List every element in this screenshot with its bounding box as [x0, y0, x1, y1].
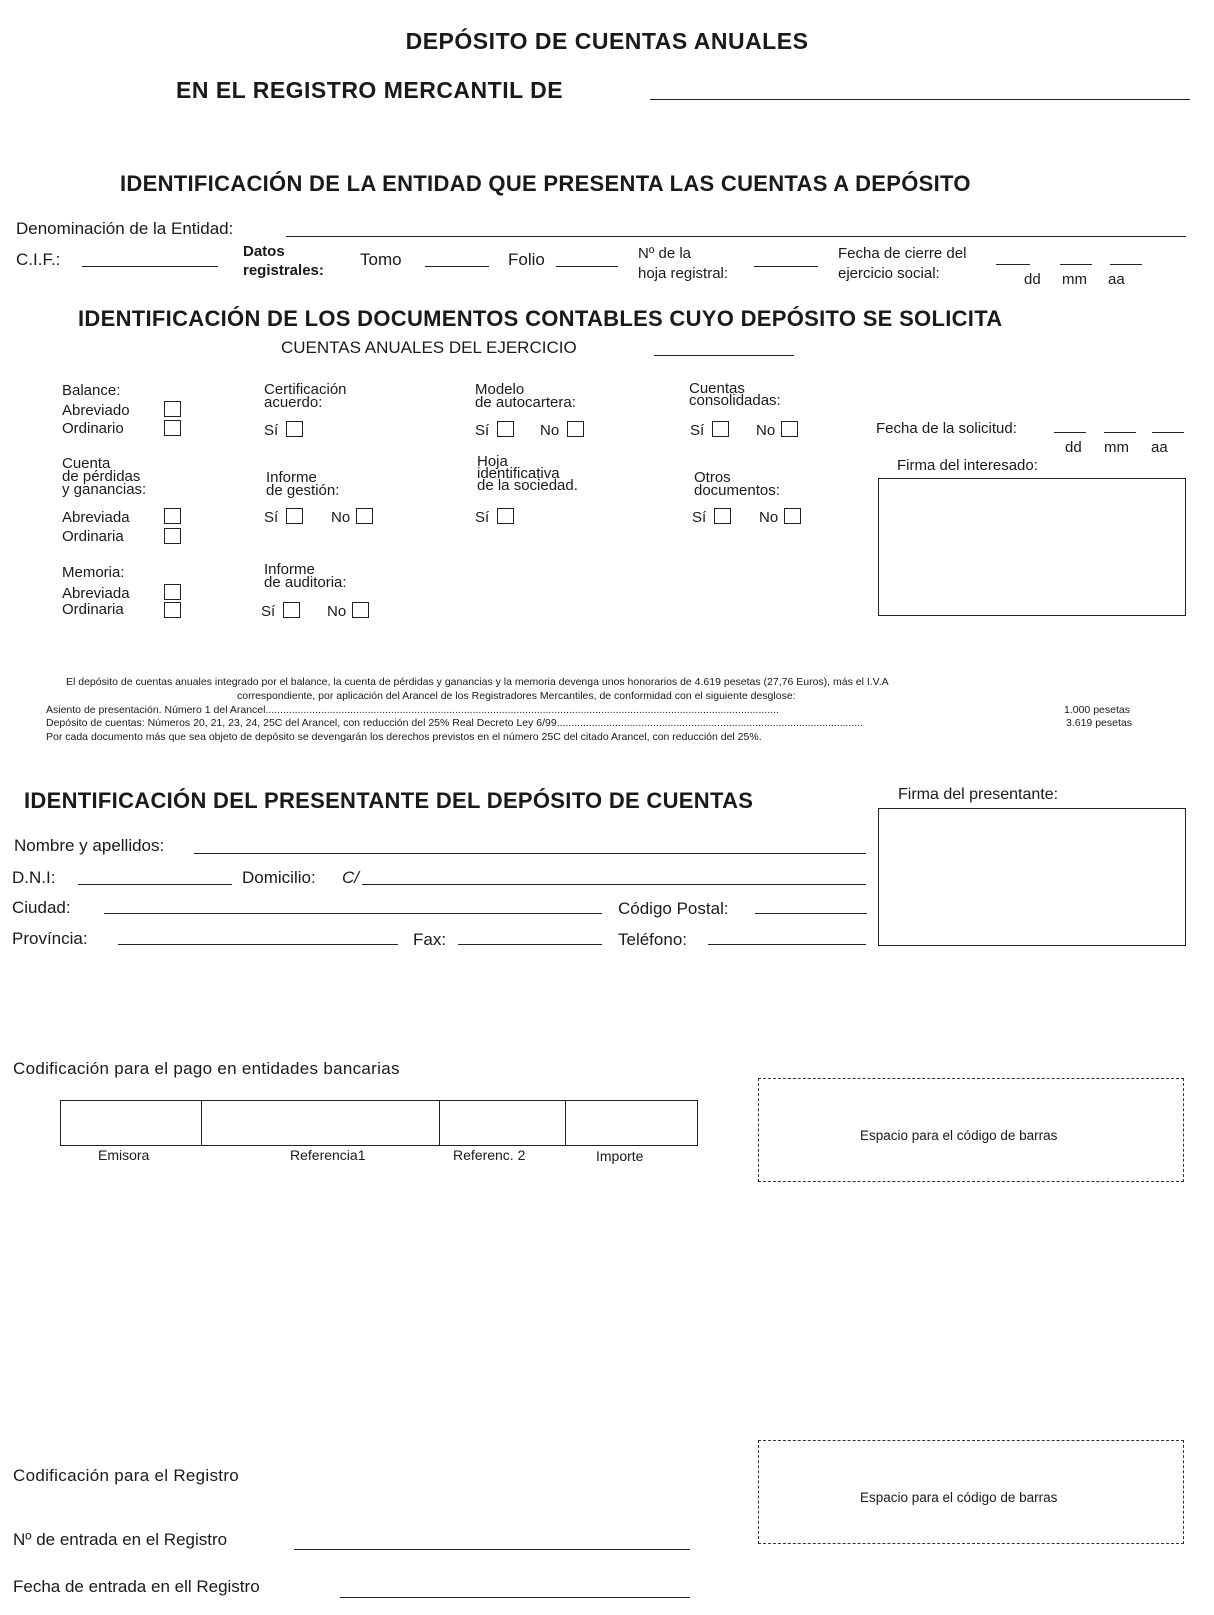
- tomo-field[interactable]: [425, 266, 489, 267]
- memoria-abreviada-checkbox[interactable]: [164, 584, 181, 600]
- entrada-label: Nº de entrada en el Registro: [13, 1530, 228, 1549]
- firma-presentante-box[interactable]: [878, 808, 1186, 946]
- gestion-no-checkbox[interactable]: [356, 508, 373, 524]
- solicitud-aa-label: aa: [1151, 439, 1168, 456]
- balance-abreviado-checkbox[interactable]: [164, 401, 181, 417]
- telefono-label: Teléfono:: [618, 930, 687, 949]
- firma-interesado-box[interactable]: [878, 478, 1186, 616]
- ciudad-label: Ciudad:: [12, 898, 71, 917]
- arancel-note-line3: Asiento de presentación. Número 1 del Arancel................................................................................................................................................................................: [46, 704, 779, 716]
- fecha-solicitud-label: Fecha de la solicitud:: [876, 420, 1017, 437]
- consolidadas-si-label: Sí: [690, 422, 705, 439]
- arancel-note-line4-value: 3.619 pesetas: [1066, 717, 1132, 729]
- auditoria-si-checkbox[interactable]: [283, 602, 300, 618]
- entrada-field[interactable]: [294, 1549, 690, 1550]
- hoja-registral-label: Nº de la hoja registral:: [638, 245, 729, 282]
- otros-si-label: Sí: [692, 509, 707, 526]
- solicitud-dd-field[interactable]: [1054, 432, 1086, 433]
- domicilio-value: C/: [342, 868, 359, 887]
- modelo-si-checkbox[interactable]: [497, 421, 514, 437]
- arancel-note-line5: Por cada documento más que sea objeto de depósito se devengarán los derechos previstos en el número 25C del citado Arancel, con reducción del 25%.: [46, 731, 762, 743]
- emisora-cell[interactable]: [61, 1101, 202, 1145]
- codigo-postal-field[interactable]: [755, 913, 867, 914]
- hoja-si-checkbox[interactable]: [497, 508, 514, 524]
- certificacion-si-checkbox[interactable]: [286, 421, 303, 437]
- cierre-mm-label: mm: [1062, 271, 1087, 288]
- solicitud-mm-label: mm: [1104, 439, 1129, 456]
- otros-si-checkbox[interactable]: [714, 508, 731, 524]
- dni-label: D.N.I:: [12, 868, 56, 887]
- ejercicio-label: CUENTAS ANUALES DEL EJERCICIO: [281, 338, 577, 357]
- modelo-title: Modelo de autocartera:: [475, 381, 576, 411]
- importe-cell[interactable]: [566, 1101, 697, 1145]
- nombre-label: Nombre y apellidos:: [14, 836, 165, 855]
- dni-field[interactable]: [78, 884, 232, 885]
- fecha-entrada-field[interactable]: [340, 1597, 690, 1598]
- solicitud-mm-field[interactable]: [1104, 432, 1136, 433]
- denominacion-field[interactable]: [286, 236, 1186, 237]
- fax-field[interactable]: [458, 944, 602, 945]
- registro-title: Codificación para el Registro: [13, 1466, 240, 1485]
- hoja-si-label: Sí: [475, 509, 490, 526]
- modelo-si-label: Sí: [475, 422, 490, 439]
- registro-barcode-label: Espacio para el código de barras: [860, 1490, 1058, 1505]
- referencia1-label: Referencia1: [290, 1147, 366, 1163]
- cif-field[interactable]: [82, 266, 218, 267]
- datos-registrales-label: Datos registrales:: [243, 243, 324, 279]
- folio-label: Folio: [508, 250, 545, 269]
- arancel-note-line4: Depósito de cuentas: Números 20, 21, 23, 24, 25C del Arancel, con reducción del 25% Real Decreto Ley 6/99.........................................................................................................: [46, 717, 864, 729]
- registro-field[interactable]: [650, 99, 1190, 100]
- emisora-label: Emisora: [98, 1147, 150, 1163]
- solicitud-dd-label: dd: [1065, 439, 1082, 456]
- certificacion-si-label: Sí: [264, 422, 279, 439]
- provincia-field[interactable]: [118, 944, 398, 945]
- firma-interesado-label: Firma del interesado:: [897, 457, 1038, 474]
- perdidas-ordinaria-label: Ordinaria: [62, 528, 124, 545]
- provincia-label: Província:: [12, 929, 88, 948]
- balance-title: Balance:: [62, 382, 121, 399]
- consolidadas-no-label: No: [756, 422, 776, 439]
- codigo-postal-label: Código Postal:: [618, 899, 729, 918]
- referencia2-cell[interactable]: [440, 1101, 566, 1145]
- perdidas-abreviada-checkbox[interactable]: [164, 508, 181, 524]
- tomo-label: Tomo: [360, 250, 402, 269]
- perdidas-ordinaria-checkbox[interactable]: [164, 528, 181, 544]
- gestion-si-checkbox[interactable]: [286, 508, 303, 524]
- referencia2-label: Referenc. 2: [453, 1147, 526, 1163]
- cierre-mm-field[interactable]: [1060, 264, 1092, 265]
- pago-barcode-label: Espacio para el código de barras: [860, 1128, 1058, 1143]
- balance-ordinario-label: Ordinario: [62, 420, 124, 437]
- documentos-section-title: IDENTIFICACIÓN DE LOS DOCUMENTOS CONTABLES CUYO DEPÓSITO SE SOLICITA: [78, 306, 1003, 331]
- arancel-note-line1: El depósito de cuentas anuales integrado por el balance, la cuenta de pérdidas y ganancias y la memoria devenga unos honorarios de 4.619 pesetas (27,76 Euros), más el I.V.A: [66, 676, 889, 688]
- denominacion-label: Denominación de la Entidad:: [16, 219, 234, 238]
- memoria-ordinaria-checkbox[interactable]: [164, 602, 181, 618]
- folio-field[interactable]: [556, 266, 618, 267]
- auditoria-si-label: Sí: [261, 603, 276, 620]
- domicilio-label: Domicilio:: [242, 868, 316, 887]
- consolidadas-no-checkbox[interactable]: [781, 421, 798, 437]
- perdidas-title: Cuenta de pérdidas y ganancias:: [62, 455, 147, 498]
- entidad-section-title: IDENTIFICACIÓN DE LA ENTIDAD QUE PRESENTA LAS CUENTAS A DEPÓSITO: [120, 171, 971, 196]
- bank-code-table: [60, 1100, 698, 1146]
- telefono-field[interactable]: [708, 944, 866, 945]
- arancel-note-line3-value: 1.000 pesetas: [1064, 704, 1130, 716]
- cif-label: C.I.F.:: [16, 250, 61, 269]
- fax-label: Fax:: [413, 930, 447, 949]
- cierre-aa-label: aa: [1108, 271, 1125, 288]
- memoria-title: Memoria:: [62, 564, 125, 581]
- otros-no-checkbox[interactable]: [784, 508, 801, 524]
- otros-title: Otros documentos:: [694, 469, 780, 499]
- certificacion-title: Certificación acuerdo:: [264, 381, 347, 411]
- arancel-note-line2: correspondiente, por aplicación del Arancel de los Registradores Mercantiles, de conformidad con el siguiente desglose:: [237, 690, 796, 702]
- form-title: DEPÓSITO DE CUENTAS ANUALES: [405, 28, 809, 54]
- auditoria-no-checkbox[interactable]: [352, 602, 369, 618]
- solicitud-aa-field[interactable]: [1152, 432, 1184, 433]
- presentante-section-title: IDENTIFICACIÓN DEL PRESENTANTE DEL DEPÓSITO DE CUENTAS: [24, 788, 754, 813]
- registro-label: EN EL REGISTRO MERCANTIL DE: [176, 77, 564, 103]
- domicilio-field[interactable]: [362, 884, 866, 885]
- otros-no-label: No: [759, 509, 779, 526]
- ciudad-field[interactable]: [104, 913, 602, 914]
- pago-title: Codificación para el pago en entidades bancarias: [13, 1059, 400, 1078]
- gestion-no-label: No: [331, 509, 351, 526]
- auditoria-no-label: No: [327, 603, 347, 620]
- cierre-aa-field[interactable]: [1110, 264, 1142, 265]
- modelo-no-checkbox[interactable]: [567, 421, 584, 437]
- firma-presentante-label: Firma del presentante:: [898, 786, 1059, 803]
- cierre-dd-field[interactable]: [996, 264, 1030, 265]
- ejercicio-field[interactable]: [654, 355, 794, 356]
- importe-label: Importe: [596, 1148, 644, 1164]
- gestion-si-label: Sí: [264, 509, 279, 526]
- memoria-abreviada-label: Abreviada: [62, 585, 130, 602]
- cierre-dd-label: dd: [1024, 271, 1041, 288]
- balance-ordinario-checkbox[interactable]: [164, 420, 181, 436]
- fecha-entrada-label: Fecha de entrada en ell Registro: [13, 1577, 260, 1596]
- informe-auditoria-title: Informe de auditoria:: [264, 561, 347, 591]
- nombre-field[interactable]: [194, 853, 866, 854]
- memoria-ordinaria-label: Ordinaria: [62, 601, 124, 618]
- hoja-registral-field[interactable]: [754, 266, 818, 267]
- balance-abreviado-label: Abreviado: [62, 402, 130, 419]
- referencia1-cell[interactable]: [202, 1101, 440, 1145]
- consolidadas-si-checkbox[interactable]: [712, 421, 729, 437]
- perdidas-abreviada-label: Abreviada: [62, 509, 130, 526]
- informe-gestion-title: Informe de gestión:: [266, 469, 340, 499]
- hoja-identificativa-title: Hoja identificativa de la sociedad.: [477, 453, 578, 494]
- modelo-no-label: No: [540, 422, 560, 439]
- consolidadas-title: Cuentas consolidadas:: [689, 380, 781, 409]
- fecha-cierre-label: Fecha de cierre del ejercicio social:: [838, 245, 967, 282]
